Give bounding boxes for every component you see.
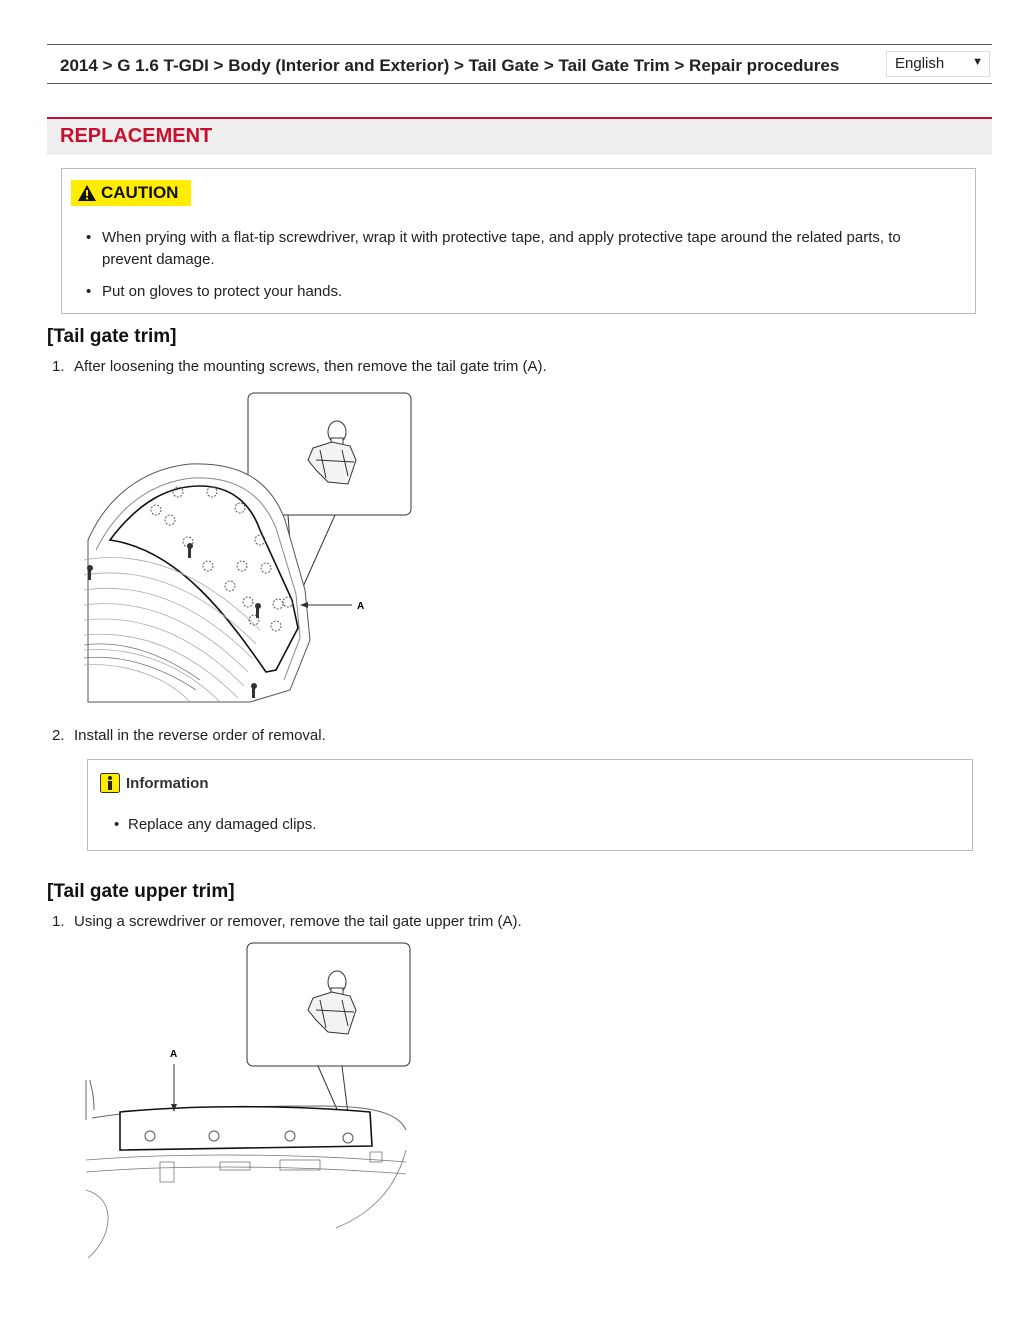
step-number: 1. (52, 913, 65, 930)
step-2-tail-gate-trim (52, 727, 326, 744)
step-text: Install in the reverse order of removal. (74, 727, 326, 744)
section-title: REPLACEMENT (60, 125, 213, 147)
chevron-down-icon: ▼ (972, 56, 983, 68)
step-number: 2. (52, 727, 65, 744)
list-item: • Put on gloves to protect your hands. (86, 281, 946, 303)
figure-label-a: A (170, 1049, 178, 1060)
step-1-tail-gate-upper-trim (52, 913, 522, 930)
caution-box (61, 168, 976, 314)
warning-triangle-icon (77, 184, 97, 202)
step-number: 1. (52, 358, 65, 375)
breadcrumb-path: 2014 > G 1.6 T-GDI > Body (Interior and Exterior) > Tail Gate > Tail Gate Trim > Repair procedures (60, 56, 840, 75)
step-1-tail-gate-trim (52, 358, 547, 375)
tail-gate-upper-trim-figure (80, 940, 415, 1260)
info-icon (100, 773, 120, 793)
caution-label: CAUTION (101, 183, 179, 202)
language-select-value: English (895, 55, 945, 72)
step-text: After loosening the mounting screws, then remove the tail gate trim (A). (74, 358, 547, 375)
list-item: • When prying with a flat-tip screwdriver, wrap it with protective tape, and apply protective tape around the related parts, to prevent damage. (86, 227, 946, 271)
list-item: • Replace any damaged clips. (114, 816, 316, 833)
information-label: Information (126, 775, 209, 792)
language-select[interactable] (886, 51, 990, 77)
tail-gate-trim-figure (80, 390, 420, 705)
information-list (114, 816, 316, 833)
subsection-title-tail-gate-upper-trim: [Tail gate upper trim] (47, 881, 235, 902)
subsection-title-tail-gate-trim: [Tail gate trim] (47, 326, 177, 347)
figure-label-a: A (357, 601, 365, 612)
information-box (87, 759, 973, 851)
caution-list (86, 227, 946, 313)
breadcrumb (47, 44, 992, 84)
step-text: Using a screwdriver or remover, remove the tail gate upper trim (A). (74, 913, 522, 930)
section-heading (47, 117, 992, 155)
caution-badge (71, 180, 191, 206)
